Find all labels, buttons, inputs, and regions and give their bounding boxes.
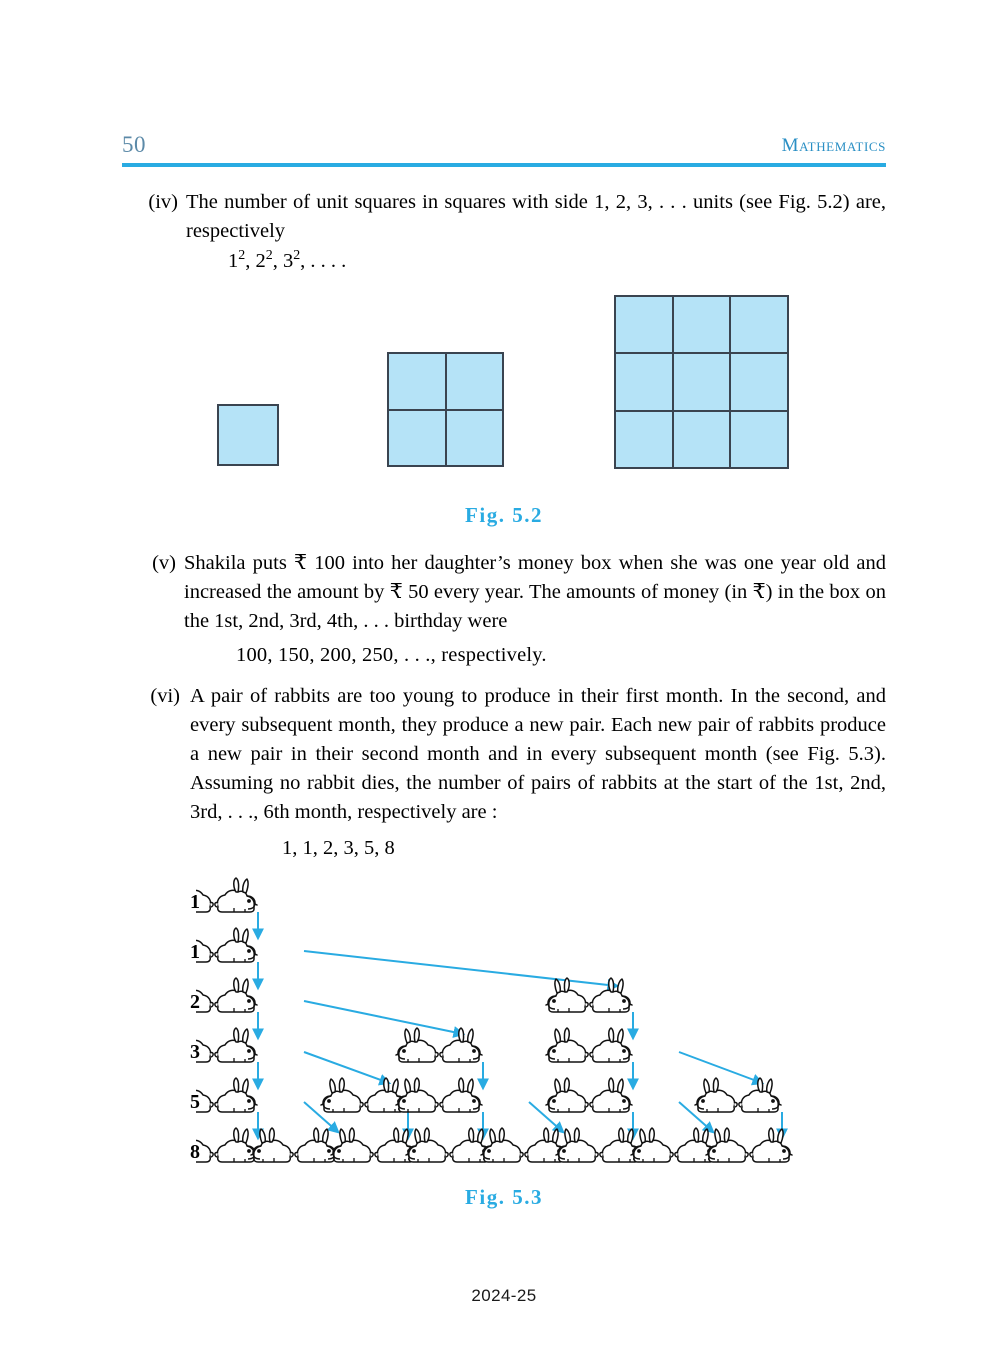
rabbit-pair — [196, 878, 257, 912]
rabbit-pair — [396, 1028, 482, 1062]
item-marker-iv: (iv) — [148, 191, 178, 213]
unit-square-cell — [616, 412, 672, 467]
item-marker-v: (v) — [152, 552, 176, 574]
subject-title: Mathematics — [781, 135, 886, 156]
unit-square-cell — [389, 411, 445, 466]
unit-square-cell — [674, 412, 730, 467]
exp-3: 2 — [293, 248, 301, 264]
rabbit-pair — [556, 1128, 642, 1162]
rabbit-row-4 — [196, 1028, 632, 1062]
rabbit-pair — [546, 1028, 632, 1062]
arrow-diagonal — [304, 951, 617, 986]
rabbit-row-label-5: 5 — [190, 1091, 200, 1113]
unit-square-cell — [731, 412, 787, 467]
item-text-iv: The number of unit squares in squares with side 1, 2, 3, . . . units (see Fig. 5.2) are, respectively — [186, 191, 886, 242]
term-1: 1 — [228, 250, 239, 272]
unit-square-cell — [447, 354, 503, 409]
figure-5-3 — [190, 876, 856, 1176]
unit-square-grid-1x1 — [217, 404, 279, 466]
rabbit-tree-svg — [196, 876, 856, 1176]
exp-1: 2 — [238, 248, 246, 264]
rabbit-row-label-3: 2 — [190, 991, 200, 1013]
term-2: 2 — [255, 250, 266, 272]
rabbit-pair — [396, 1078, 482, 1112]
unit-square-cell — [731, 297, 787, 352]
unit-square-grid-3x3 — [614, 295, 789, 469]
page-header — [122, 132, 886, 166]
item-text-vi: A pair of rabbits are too young to produce in their first month. In the second, and every subsequent month, they produce a new pair. Each new pair of rabbits produce a new pair in their second month and in every subsequent month (see Fig. 5.3). Assuming no rabbit dies, the number of pairs of rabbits at the start of the 1st, 2nd, 3rd, . . ., 6th month, respectively are : — [190, 685, 886, 823]
rabbit-row-label-1: 1 — [190, 891, 200, 913]
equation-fibonacci-sequence: 1, 1, 2, 3, 5, 8 — [282, 837, 395, 859]
term-3: 3 — [282, 250, 294, 272]
page-footer: 2024-25 — [471, 1286, 537, 1305]
equation-squares-sequence: $1^2$, $2^2$, $3^2$, . . . . — [228, 248, 347, 272]
item-text-v: Shakila puts ₹ 100 into her daughter’s money box when she was one year old and increased the amount by ₹ 50 every year. The amounts of money (in ₹) in the box on the 1st, 2nd, 3rd, 4th, . . . birthday were — [184, 552, 886, 632]
exp-2: 2 — [265, 248, 273, 264]
rabbit-pair — [706, 1128, 792, 1162]
figure-5-3-caption: Fig. 5.3 — [465, 1185, 543, 1209]
rabbit-pair — [196, 1078, 257, 1112]
list-item-iv — [134, 188, 886, 246]
rabbit-pair — [331, 1128, 417, 1162]
rabbit-row-label-2: 1 — [190, 941, 200, 963]
arrow-diagonal — [679, 1052, 762, 1083]
arrow-diagonal — [304, 1001, 463, 1034]
page-number: 50 — [122, 132, 146, 157]
rabbit-pair — [196, 1028, 257, 1062]
rabbit-row-5 — [196, 1078, 781, 1112]
rabbit-pair — [321, 1078, 407, 1112]
rabbit-pair — [631, 1128, 717, 1162]
arrow-diagonal — [304, 1052, 389, 1083]
rabbit-row-6 — [196, 1128, 792, 1162]
rabbit-row-2 — [196, 928, 257, 962]
rabbit-pair — [196, 928, 257, 962]
rabbit-row-1 — [196, 878, 257, 912]
unit-square-cell — [219, 406, 277, 464]
header-divider — [122, 163, 886, 167]
rabbit-pair — [196, 978, 257, 1012]
equation-ellipsis: . . . . — [310, 250, 347, 272]
rabbit-row-3 — [196, 978, 632, 1012]
unit-square-cell — [674, 297, 730, 352]
rabbit-pair — [406, 1128, 492, 1162]
rabbit-pair — [546, 1078, 632, 1112]
unit-square-cell — [616, 354, 672, 409]
unit-square-grid-2x2 — [387, 352, 504, 467]
unit-square-cell — [674, 354, 730, 409]
unit-square-cell — [731, 354, 787, 409]
item-marker-vi: (vi) — [150, 685, 180, 707]
rabbit-row-label-4: 3 — [190, 1041, 200, 1063]
rabbit-pair — [251, 1128, 337, 1162]
figure-5-2-caption: Fig. 5.2 — [465, 503, 543, 527]
rabbit-pair — [481, 1128, 567, 1162]
rabbit-row-label-6: 8 — [190, 1141, 200, 1163]
list-item-v — [128, 549, 886, 636]
unit-square-cell — [389, 354, 445, 409]
equation-money-sequence: 100, 150, 200, 250, . . ., respectively. — [236, 644, 547, 666]
unit-square-cell — [616, 297, 672, 352]
rabbit-pair — [695, 1078, 781, 1112]
list-item-vi — [134, 682, 886, 827]
rabbit-pair — [196, 1128, 257, 1162]
unit-square-cell — [447, 411, 503, 466]
